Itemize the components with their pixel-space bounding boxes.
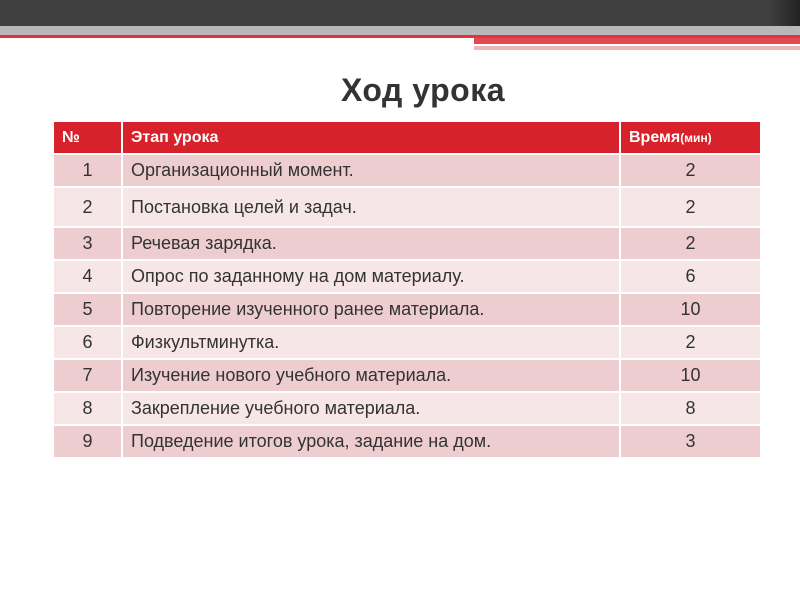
row-num: 4 [54,260,122,293]
table-row [54,293,760,326]
row-time: 2 [620,187,760,227]
header-band-shadow [770,0,800,26]
slide-title: Ход урока [340,72,506,108]
table-header-row [54,122,760,154]
row-stage: Речевая зарядка. [122,227,620,260]
header-band-gray [0,26,800,35]
row-time: 2 [620,326,760,359]
table-row [54,326,760,359]
header-time-unit: (мин) [680,130,712,145]
table-row [54,187,760,227]
row-num: 2 [54,187,122,227]
row-num: 8 [54,392,122,425]
row-num: 3 [54,227,122,260]
table-row [54,425,760,457]
row-num: 5 [54,293,122,326]
header-band-dark [0,0,800,26]
row-num: 1 [54,154,122,187]
row-stage: Опрос по заданному на дом материалу. [122,260,620,293]
table-row [54,154,760,187]
row-time: 10 [620,359,760,392]
header-time [620,122,760,154]
header-band-red-strip [474,38,800,44]
row-stage: Подведение итогов урока, задание на дом. [122,425,620,457]
row-num: 7 [54,359,122,392]
table-row [54,359,760,392]
row-num: 9 [54,425,122,457]
row-stage: Физкультминутка. [122,326,620,359]
row-time: 8 [620,392,760,425]
header-band-pink-strip [474,46,800,50]
row-stage: Организационный момент. [122,154,620,187]
row-time: 2 [620,227,760,260]
row-stage: Постановка целей и задач. [122,187,620,227]
header-stage: Этап урока [122,122,620,154]
header-time-label: Время [629,128,681,146]
lesson-plan-table [54,122,760,457]
row-stage: Закрепление учебного материала. [122,392,620,425]
row-time: 3 [620,425,760,457]
header-num: № [54,122,122,154]
row-stage: Повторение изученного ранее материала. [122,293,620,326]
row-time: 2 [620,154,760,187]
table-row [54,227,760,260]
row-time: 10 [620,293,760,326]
table-row [54,392,760,425]
table-row [54,260,760,293]
row-time: 6 [620,260,760,293]
row-stage: Изучение нового учебного материала. [122,359,620,392]
row-num: 6 [54,326,122,359]
